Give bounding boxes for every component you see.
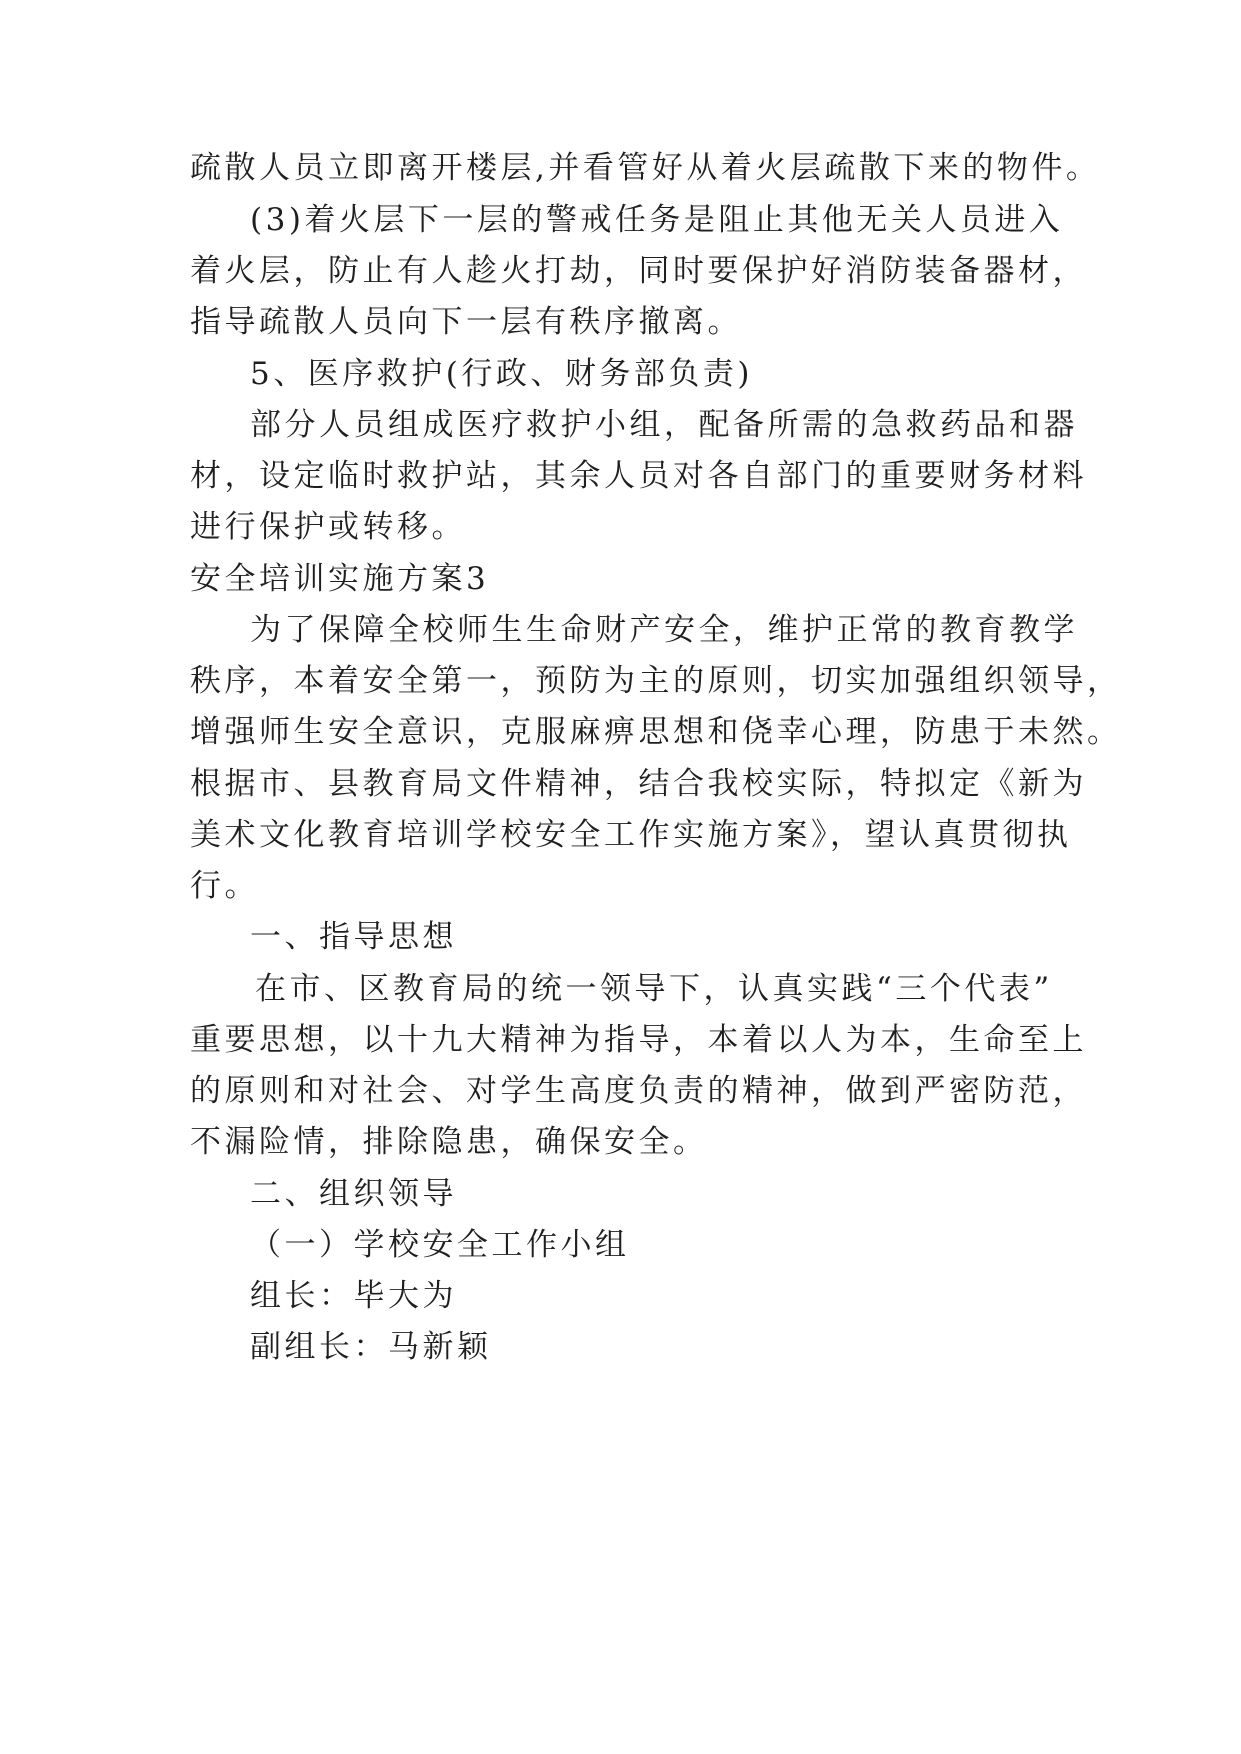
text-line: 着火层，防止有人趁火打劫，同时要保护好消防装备器材， [190,253,1087,289]
text-line: 重要思想，以十九大精神为指导，本着以人为本，生命至上 [190,1022,1087,1058]
text-line: 的原则和对社会、对学生高度负责的精神，做到严密防范， [190,1073,1087,1109]
text-line: (3)着火层下一层的警戒任务是阻止其他无关人员进入 [250,202,1064,238]
text-line: 美术文化教育培训学校安全工作实施方案》，望认真贯彻执 [190,817,1072,853]
text-line: 副组长：马新颖 [250,1329,492,1365]
text-line: 疏散人员立即离开楼层,并看管好从着火层疏散下来的物件。 [190,150,1101,186]
subsection-heading: （一）学校安全工作小组 [250,1227,630,1263]
text-line: 进行保护或转移。 [190,509,466,545]
text-line: 增强师生安全意识，克服麻痹思想和侥幸心理，防患于未然。 [190,714,1122,750]
section-heading: 二、组织领导 [250,1176,457,1212]
text-line: 为了保障全校师生生命财产安全，维护正常的教育教学 [250,612,1078,648]
text-line: 秩序，本着安全第一，预防为主的原则，切实加强组织领导， [190,663,1122,699]
text-line: 组长：毕大为 [250,1278,457,1314]
text-line: 根据市、县教育局文件精神，结合我校实际，特拟定《新为 [190,766,1087,802]
section-heading: 5、医序救护(行政、财务部负责) [250,356,753,392]
text-line: 部分人员组成医疗救护小组，配备所需的急救药品和器 [250,407,1078,443]
text-line: 指导疏散人员向下一层有秩序撤离。 [190,304,742,340]
document-title: 安全培训实施方案3 [190,561,490,597]
text-line: 在市、区教育局的统一领导下，认真实践“三个代表” [255,971,1053,1007]
text-line: 不漏险情，排除隐患，确保安全。 [190,1124,708,1160]
text-line: 材，设定临时救护站，其余人员对各自部门的重要财务材料 [190,458,1087,494]
section-heading: 一、指导思想 [250,919,457,955]
text-line: 行。 [190,868,259,904]
